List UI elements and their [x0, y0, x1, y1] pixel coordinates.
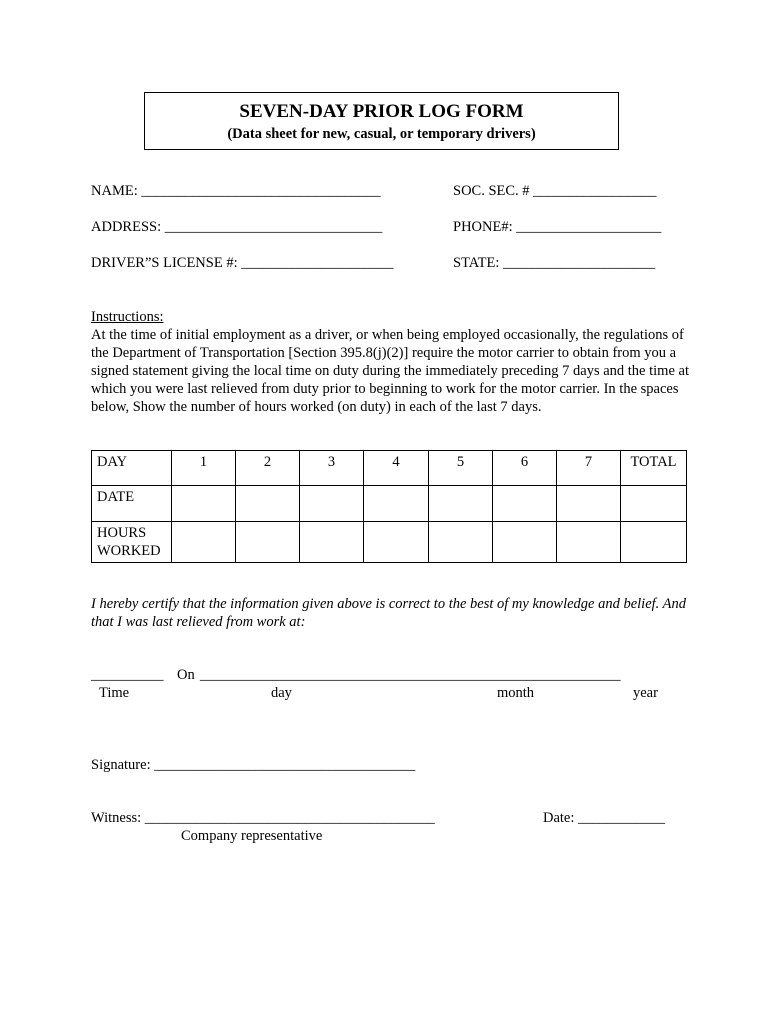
time-caption: Time	[99, 685, 130, 701]
header-cell-day: DAY	[92, 451, 172, 486]
table-row-date	[92, 486, 687, 522]
month-caption: month	[497, 685, 535, 701]
header-cell-day-2: 2	[236, 451, 300, 486]
table-header-row	[92, 451, 687, 486]
date-cell[interactable]	[236, 486, 300, 522]
title-box	[144, 92, 619, 150]
name-field[interactable]: NAME: _________________________________	[91, 183, 381, 199]
date-cell[interactable]	[557, 486, 621, 522]
form-subtitle: (Data sheet for new, casual, or temporary drivers)	[227, 126, 536, 142]
relieved-date-blank[interactable]: __________________________________________________________	[200, 667, 621, 683]
hours-cell[interactable]	[236, 522, 300, 563]
form-title: SEVEN-DAY PRIOR LOG FORM	[239, 101, 524, 122]
license-field[interactable]: DRIVER”S LICENSE #: _____________________	[91, 255, 394, 271]
hours-cell[interactable]	[172, 522, 236, 563]
hours-cell[interactable]	[429, 522, 493, 563]
signature-field[interactable]: Signature: ____________________________________	[91, 757, 416, 773]
hours-cell[interactable]	[493, 522, 557, 563]
date-cell[interactable]	[364, 486, 429, 522]
row-label-hours-worked	[92, 522, 172, 563]
header-cell-total: TOTAL	[621, 451, 687, 486]
state-field[interactable]: STATE: _____________________	[453, 255, 656, 271]
instructions-body: At the time of initial employment as a driver, or when being employed occasionally, the regulations of the Department of Transportation [Section 395.8(j)(2)] require the motor carrier to obtain from you a signed statement giving the local time on duty during the immediately preceding 7 days and the time at which you were last relieved from duty prior to beginning to work for the motor carrier. In the spaces below, Show the number of hours worked (on duty) in each of the last 7 days.	[91, 327, 689, 415]
hours-cell[interactable]	[621, 522, 687, 563]
address-field[interactable]: ADDRESS: ______________________________	[91, 219, 383, 235]
phone-field[interactable]: PHONE#: ____________________	[453, 219, 662, 235]
relieved-time-blank[interactable]: __________	[91, 667, 164, 683]
date-cell[interactable]	[493, 486, 557, 522]
year-caption: year	[633, 685, 658, 701]
date-cell[interactable]	[621, 486, 687, 522]
date-cell[interactable]	[429, 486, 493, 522]
seven-day-log-table	[91, 450, 687, 563]
hours-cell[interactable]	[557, 522, 621, 563]
relieved-on-label: On	[177, 667, 195, 683]
day-caption: day	[271, 685, 292, 701]
date-cell[interactable]	[300, 486, 364, 522]
row-label-hours: HOURS	[97, 525, 147, 541]
hours-cell[interactable]	[300, 522, 364, 563]
header-cell-day-6: 6	[493, 451, 557, 486]
soc-sec-field[interactable]: SOC. SEC. # _________________	[453, 183, 657, 199]
date-field[interactable]: Date: ____________	[543, 810, 666, 826]
date-cell[interactable]	[172, 486, 236, 522]
certification-statement: I hereby certify that the information given above is correct to the best of my knowledge and belief. And that I was last relieved from work at:	[91, 596, 687, 630]
header-cell-day-3: 3	[300, 451, 364, 486]
header-cell-day-4: 4	[364, 451, 429, 486]
hours-cell[interactable]	[364, 522, 429, 563]
row-label-date: DATE	[92, 486, 172, 522]
row-label-worked: WORKED	[97, 543, 161, 559]
instructions-heading: Instructions:	[91, 309, 164, 325]
header-cell-day-5: 5	[429, 451, 493, 486]
witness-field[interactable]: Witness: ________________________________________	[91, 810, 435, 826]
company-representative-caption: Company representative	[181, 828, 323, 844]
header-cell-day-7: 7	[557, 451, 621, 486]
table-row-hours-worked	[92, 522, 687, 563]
header-cell-day-1: 1	[172, 451, 236, 486]
